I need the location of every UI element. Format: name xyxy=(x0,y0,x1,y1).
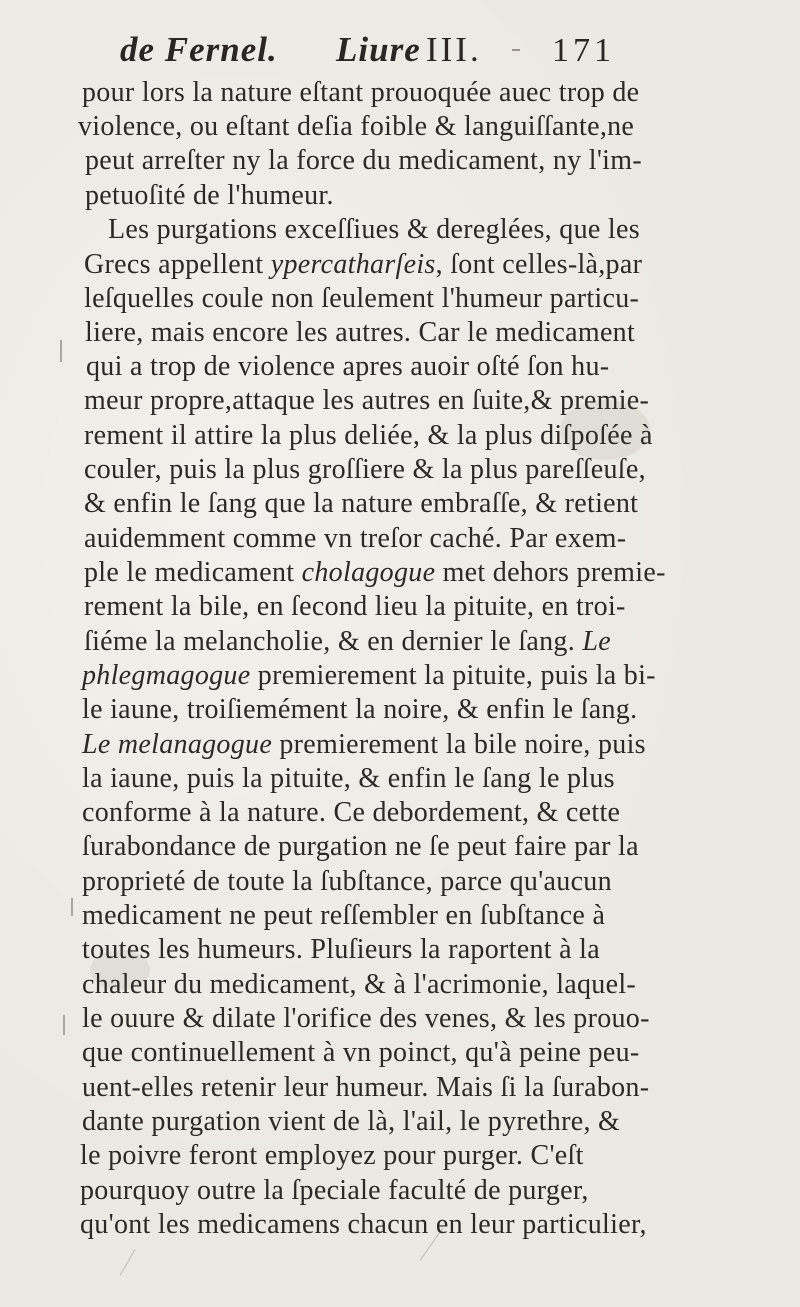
text-span: ſiéme la melancholie, & en dernier le ſang. xyxy=(84,626,583,657)
text-span: Grecs appellent xyxy=(84,249,271,280)
text-span: , ſont celles-là,par xyxy=(435,249,643,280)
text-line: Les purgations exceſſiues & dereglées, que les xyxy=(108,214,640,245)
text-line: rement la bile, en ſecond lieu la pituite, en troi- xyxy=(84,591,626,622)
paper-scratch xyxy=(120,1249,136,1275)
italic-term: Le melanagogue xyxy=(82,729,273,760)
text-line: qui a trop de violence apres auoir oſté ſon hu- xyxy=(86,351,610,382)
running-head-rule xyxy=(512,49,520,51)
text-line: ſurabondance de purgation ne ſe peut faire par la xyxy=(82,831,639,862)
text-line: que continuellement à vn poinct, qu'à peine peu- xyxy=(82,1037,640,1068)
text-line: le ouure & dilate l'orifice des venes, & les prouo- xyxy=(82,1003,650,1034)
running-head xyxy=(0,30,800,74)
running-head-book-number: III. xyxy=(426,30,482,69)
text-line: chaleur du medicament, & à l'acrimonie, laquel- xyxy=(82,969,637,1000)
text-line: liere, mais encore les autres. Car le medicament xyxy=(85,317,636,348)
text-line: meur propre,attaque les autres en ſuite,& premie- xyxy=(84,385,650,416)
text-span: ple le medicament xyxy=(84,557,302,588)
margin-mark xyxy=(71,898,73,916)
text-line xyxy=(84,248,642,282)
text-line xyxy=(84,625,611,659)
text-line: pour lors la nature eſtant prouoquée auec trop de xyxy=(82,77,640,108)
text-line: petuoſité de l'humeur. xyxy=(85,180,334,211)
running-head-book: Liure xyxy=(336,30,421,69)
text-span: premierement la bile noire, puis xyxy=(272,729,646,760)
text-line: toutes les humeurs. Pluſieurs la raportent à la xyxy=(82,934,600,965)
text-line: conforme à la nature. Ce debordement, & cette xyxy=(82,797,621,828)
italic-term: ypercatharſeis xyxy=(270,249,436,280)
italic-term: phlegmagogue xyxy=(82,660,251,691)
text-line: qu'ont les medicamens chacun en leur particulier, xyxy=(80,1209,647,1240)
text-line xyxy=(84,556,666,590)
text-line xyxy=(82,659,656,693)
italic-term: cholagogue xyxy=(301,557,436,588)
margin-mark xyxy=(63,1015,65,1035)
text-line: peut arreſter ny la force du medicament, ny l'im- xyxy=(85,145,642,176)
text-line: la iaune, puis la pituite, & enfin le ſang le plus xyxy=(82,763,615,794)
text-line: uent-elles retenir leur humeur. Mais ſi la ſurabon- xyxy=(82,1072,650,1103)
italic-term: Le xyxy=(582,626,611,657)
text-span: premierement la pituite, puis la bi- xyxy=(250,660,656,691)
text-line: dante purgation vient de là, l'ail, le pyrethre, & xyxy=(82,1106,621,1137)
text-line: auidemment comme vn treſor caché. Par exem- xyxy=(84,523,627,554)
text-line: violence, ou eſtant deſia foible & languiſſante,ne xyxy=(78,111,635,142)
text-line: & enfin le ſang que la nature embraſſe, & retient xyxy=(84,488,639,519)
text-line: le iaune, troiſiemément la noire, & enfin le ſang. xyxy=(82,694,638,725)
text-line: le poivre feront employez pour purger. C'eſt xyxy=(80,1140,584,1171)
text-span: met dehors premie- xyxy=(435,557,666,588)
page-number: 171 xyxy=(552,32,615,69)
margin-mark xyxy=(60,340,62,362)
text-line: proprieté de toute la ſubſtance, parce qu'aucun xyxy=(82,866,612,897)
text-line: medicament ne peut reſſembler en ſubſtance à xyxy=(82,900,606,931)
running-head-title: de Fernel. xyxy=(120,30,278,69)
text-line: leſquelles coule non ſeulement l'humeur particu- xyxy=(84,283,640,314)
text-line: pourquoy outre la ſpeciale faculté de purger, xyxy=(80,1175,589,1206)
text-line: rement il attire la plus deliée, & la plus diſpoſée à xyxy=(84,420,653,451)
text-line xyxy=(82,728,646,762)
text-line: couler, puis la plus groſſiere & la plus pareſſeuſe, xyxy=(84,454,646,485)
